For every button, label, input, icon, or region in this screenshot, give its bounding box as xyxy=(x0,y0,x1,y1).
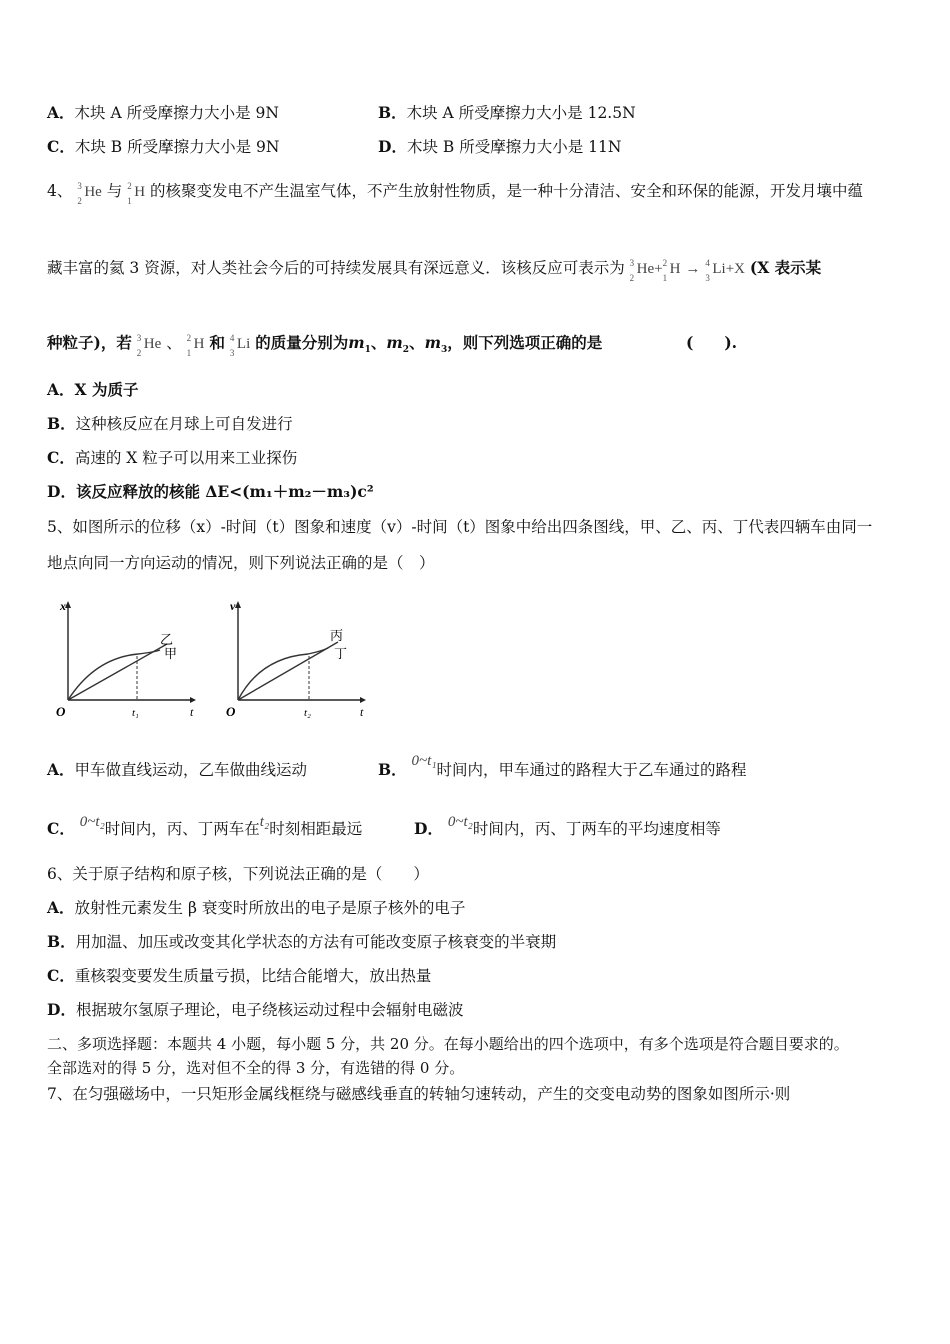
line-ding xyxy=(238,642,338,700)
q4-line-3: 种粒子)，若 3 2 He 、 2 1 H 和 4 3 Li 的质量分别为$m_1$、$m_2$、$m_3$，则下列选项正确的是 xyxy=(47,333,603,358)
q6-stem: 6、关于原子结构和原子核，下列说法正确的是（ ） xyxy=(47,865,429,883)
math-0-t2: 0~t₂ xyxy=(447,814,473,830)
q6-option-b: B．用加温、加压或改变其化学状态的方法有可能改变原子核衰变的半衰期 xyxy=(47,932,557,951)
h2-nuclide: 2 1 H xyxy=(127,181,146,206)
section-2-heading: 二、多项选择题：本题共 4 小题，每小题 5 分，共 20 分。在每小题给出的四个选项中，有多个选项是符合题目要求的。 xyxy=(47,1035,849,1053)
y-label: v xyxy=(230,599,236,613)
x-t-graph xyxy=(40,596,200,726)
x-label: t xyxy=(190,705,194,719)
q4-line-2: 藏丰富的氦 3 资源，对人类社会今后的可持续发展具有深远意义．该核反应可表示为 3 2 He+ 2 1 H → 4 3 Li+X (X 表示某 xyxy=(47,258,822,283)
q3-option-c: C．木块 B 所受摩擦力大小是 9N xyxy=(47,137,280,156)
line-jia xyxy=(68,644,167,700)
q5-option-a: A．甲车做直线运动，乙车做曲线运动 xyxy=(47,760,308,779)
section-2-scoring: 全部选对的得 5 分，选对但不全的得 3 分，有选错的得 0 分。 xyxy=(47,1059,465,1077)
label-bing: 丙 xyxy=(330,628,344,643)
math-0-t2: 0~t₂ xyxy=(79,814,105,830)
math-0-t1: 0~t₁ xyxy=(411,753,437,769)
q3-option-a: A．木块 A 所受摩擦力大小是 9N xyxy=(47,103,279,122)
label-ding: 丁 xyxy=(334,646,348,661)
q7-stem: 7、在匀强磁场中，一只矩形金属线框绕与磁感线垂直的转轴匀速转动，产生的交变电动势的图象如图所示·则 xyxy=(47,1085,791,1103)
y-label: x xyxy=(60,599,66,613)
q4-line-1: 4、 3 2 He 与 2 1 H 的核聚变发电不产生温室气体，不产生放射性物质，是一种十分清洁、安全和环保的能源，开发月壤中蕴 xyxy=(47,181,863,206)
q4-answer-blank: ( ). xyxy=(686,333,738,352)
origin-label: O xyxy=(226,704,236,719)
q4-option-d: D．该反应释放的核能 ΔE<(m₁＋m₂－m₃)c² xyxy=(47,482,374,501)
v-t-graph xyxy=(210,596,370,726)
q5-option-b: B． 0~t₁时间内，甲车通过的路程大于乙车通过的路程 xyxy=(378,753,747,779)
q4-option-a: A．X 为质子 xyxy=(47,380,139,399)
q4-option-c: C．高速的 X 粒子可以用来工业探伤 xyxy=(47,448,298,467)
he3-nuclide: 3 2 He xyxy=(77,181,102,206)
q5-line-2: 地点向同一方向运动的情况，则下列说法正确的是（ ） xyxy=(47,554,435,572)
q6-option-d: D．根据玻尔氢原子理论，电子绕核运动过程中会辐射电磁波 xyxy=(47,1000,464,1019)
q5-option-d: D． 0~t₂时间内，丙、丁两车的平均速度相等 xyxy=(414,814,721,838)
label-jia: 甲 xyxy=(164,646,178,661)
q5-line-1: 5、如图所示的位移（x）-时间（t）图象和速度（v）-时间（t）图象中给出四条图线，甲、乙、丙、丁代表四辆车由同一 xyxy=(47,518,873,536)
reaction-equation: 3 2 He+ 2 1 H → 4 3 Li+X xyxy=(629,258,745,283)
q3-option-b: B．木块 A 所受摩擦力大小是 12.5N xyxy=(378,103,636,122)
q5-option-c: C． 0~t₂时间内，丙、丁两车在t₂时刻相距最远 xyxy=(47,814,363,838)
label-yi: 乙 xyxy=(160,632,174,647)
x-label: t xyxy=(360,705,364,719)
q4-option-b: B．这种核反应在月球上可自发进行 xyxy=(47,414,293,433)
math-t2: t₂ xyxy=(259,814,270,830)
q6-option-a: A．放射性元素发生 β 衰变时所放出的电子是原子核外的电子 xyxy=(47,898,466,917)
t1-label: t₁ xyxy=(132,707,139,719)
t2-label: t₂ xyxy=(304,707,311,719)
q3-option-d: D．木块 B 所受摩擦力大小是 11N xyxy=(378,137,622,156)
q6-option-c: C．重核裂变要发生质量亏损，比结合能增大，放出热量 xyxy=(47,966,432,985)
origin-label: O xyxy=(56,704,66,719)
